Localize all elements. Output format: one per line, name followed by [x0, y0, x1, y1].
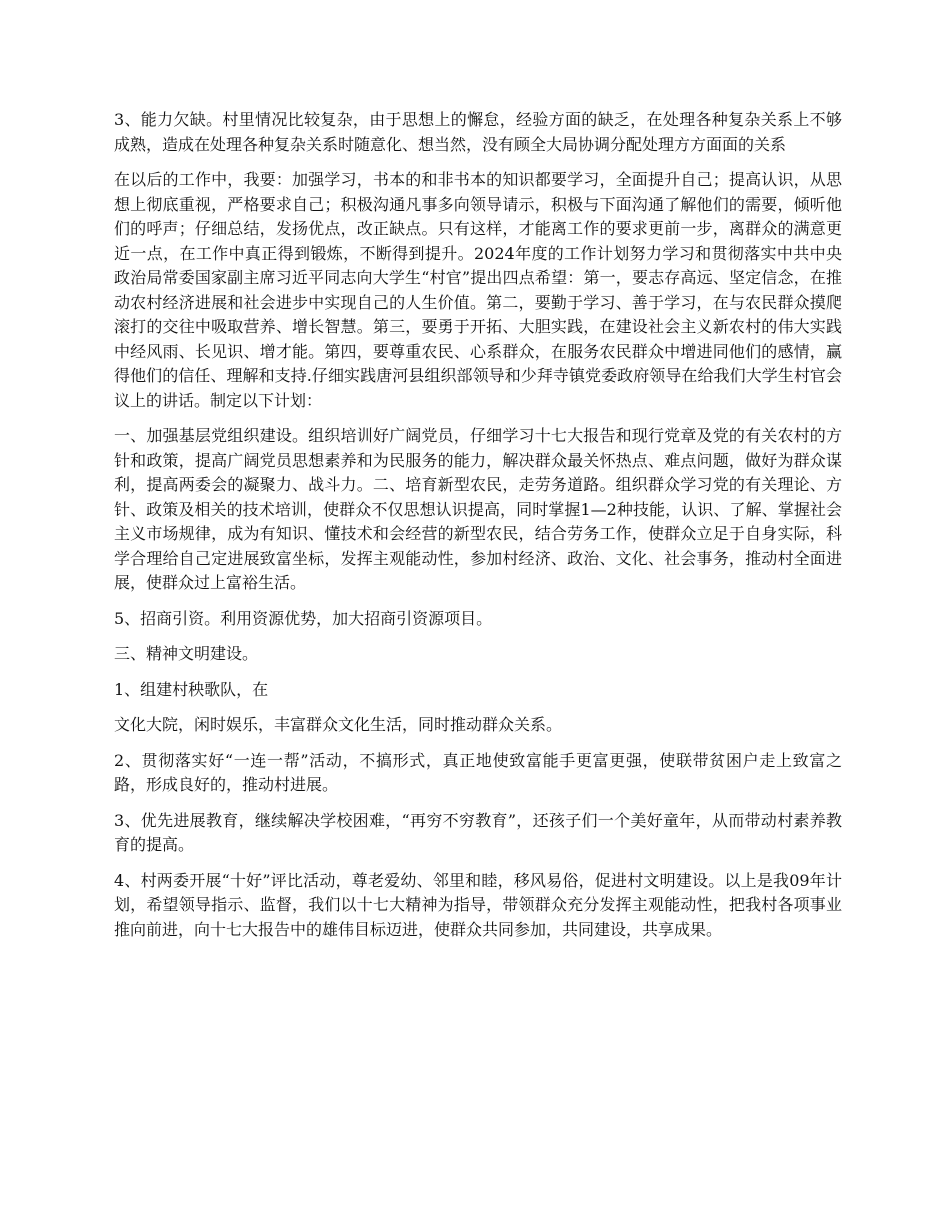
paragraph-one-help-one: 2、贯彻落实好“一连一帮”活动，不搞形式，真正地使致富能手更富更强，使联带贫困户走上致富之路，形成良好的，推动村进展。	[114, 750, 842, 794]
paragraph-future-work: 在以后的工作中，我要：加强学习，书本的和非书本的知识都要学习，全面提升自己；提高认识，从思想上彻底重视，严格要求自己；积极沟通凡事多向领导请示，积极与下面沟通了解他们的需要，倾听他们的呼声；仔细总结，发扬优点，改正缺点。只有这样，才能离工作的要求更前一步，离群众的满意更近一点，在工作中真正得到锻炼，不断得到提升。2024年度的工作计划努力学习和贯彻落实中共中央政治局常委国家副主席习近平同志向大学生“村官”提出四点希望：第一，要志存高远、坚定信念，在推动农村经济进展和社会进步中实现自己的人生价值。第二，要勤于学习、善于学习，在与农民群众摸爬滚打的交往中吸取营养、增长智慧。第三，要勇于开拓、大胆实践，在建设社会主义新农村的伟大实践中经风雨、长见识、增才能。第四，要尊重农民、心系群众，在服务农民群众中增进同他们的感情，赢得他们的信任、理解和支持.仔细实践唐河县组织部领导和少拜寺镇党委政府领导在给我们大学生村官会议上的讲话。制定以下计划：	[114, 170, 842, 410]
paragraph-investment: 5、招商引资。利用资源优势，加大招商引资源项目。	[114, 608, 493, 628]
paragraph-party-building: 一、加强基层党组织建设。组织培训好广阔党员，仔细学习十七大报告和现行党章及党的有关农村的方针和政策，提高广阔党员思想素养和为民服务的能力，解决群众最关怀热点、难点问题，做好为群众谋利，提高两委会的凝聚力、战斗力。二、培育新型农民，走劳务道路。组织群众学习党的有关理论、方针、政策及相关的技术培训，使群众不仅思想认识提高，同时掌握1—2种技能，认识、了解、掌握社会主义市场规律，成为有知识、懂技术和会经营的新型农民，结合劳务工作，使群众立足于自身实际，科学合理给自己定进展致富坐标，发挥主观能动性，参加村经济、政治、文化、社会事务，推动村全面进展，使群众过上富裕生活。	[114, 426, 842, 592]
document-page	[114, 108, 842, 953]
paragraph-yangge-team: 1、组建村秧歌队，在	[114, 679, 269, 699]
section-heading-spiritual: 三、精神文明建设。	[114, 644, 259, 663]
paragraph-ability-lacking: 3、能力欠缺。村里情况比较复杂，由于思想上的懈怠，经验方面的缺乏，在处理各种复杂关系上不够成熟，造成在处理各种复杂关系时随意化、想当然，没有顾全大局协调分配处理方方面面的关系	[114, 110, 842, 154]
paragraph-education: 3、优先进展教育，继续解决学校困难，“再穷不穷教育”，还孩子们一个美好童年，从而带动村素养教育的提高。	[114, 810, 842, 854]
paragraph-culture-yard: 文化大院，闲时娱乐，丰富群众文化生活，同时推动群众关系。	[114, 715, 563, 734]
paragraph-ten-good: 4、村两委开展“十好”评比活动，尊老爱幼、邻里和睦，移风易俗，促进村文明建设。以上是我09年计划，希望领导指示、监督，我们以十七大精神为指导，带领群众充分发挥主观能动性，把我村各项事业推向前进，向十七大报告中的雄伟目标迈进，使群众共同参加，共同建设，共享成果。	[114, 870, 842, 939]
